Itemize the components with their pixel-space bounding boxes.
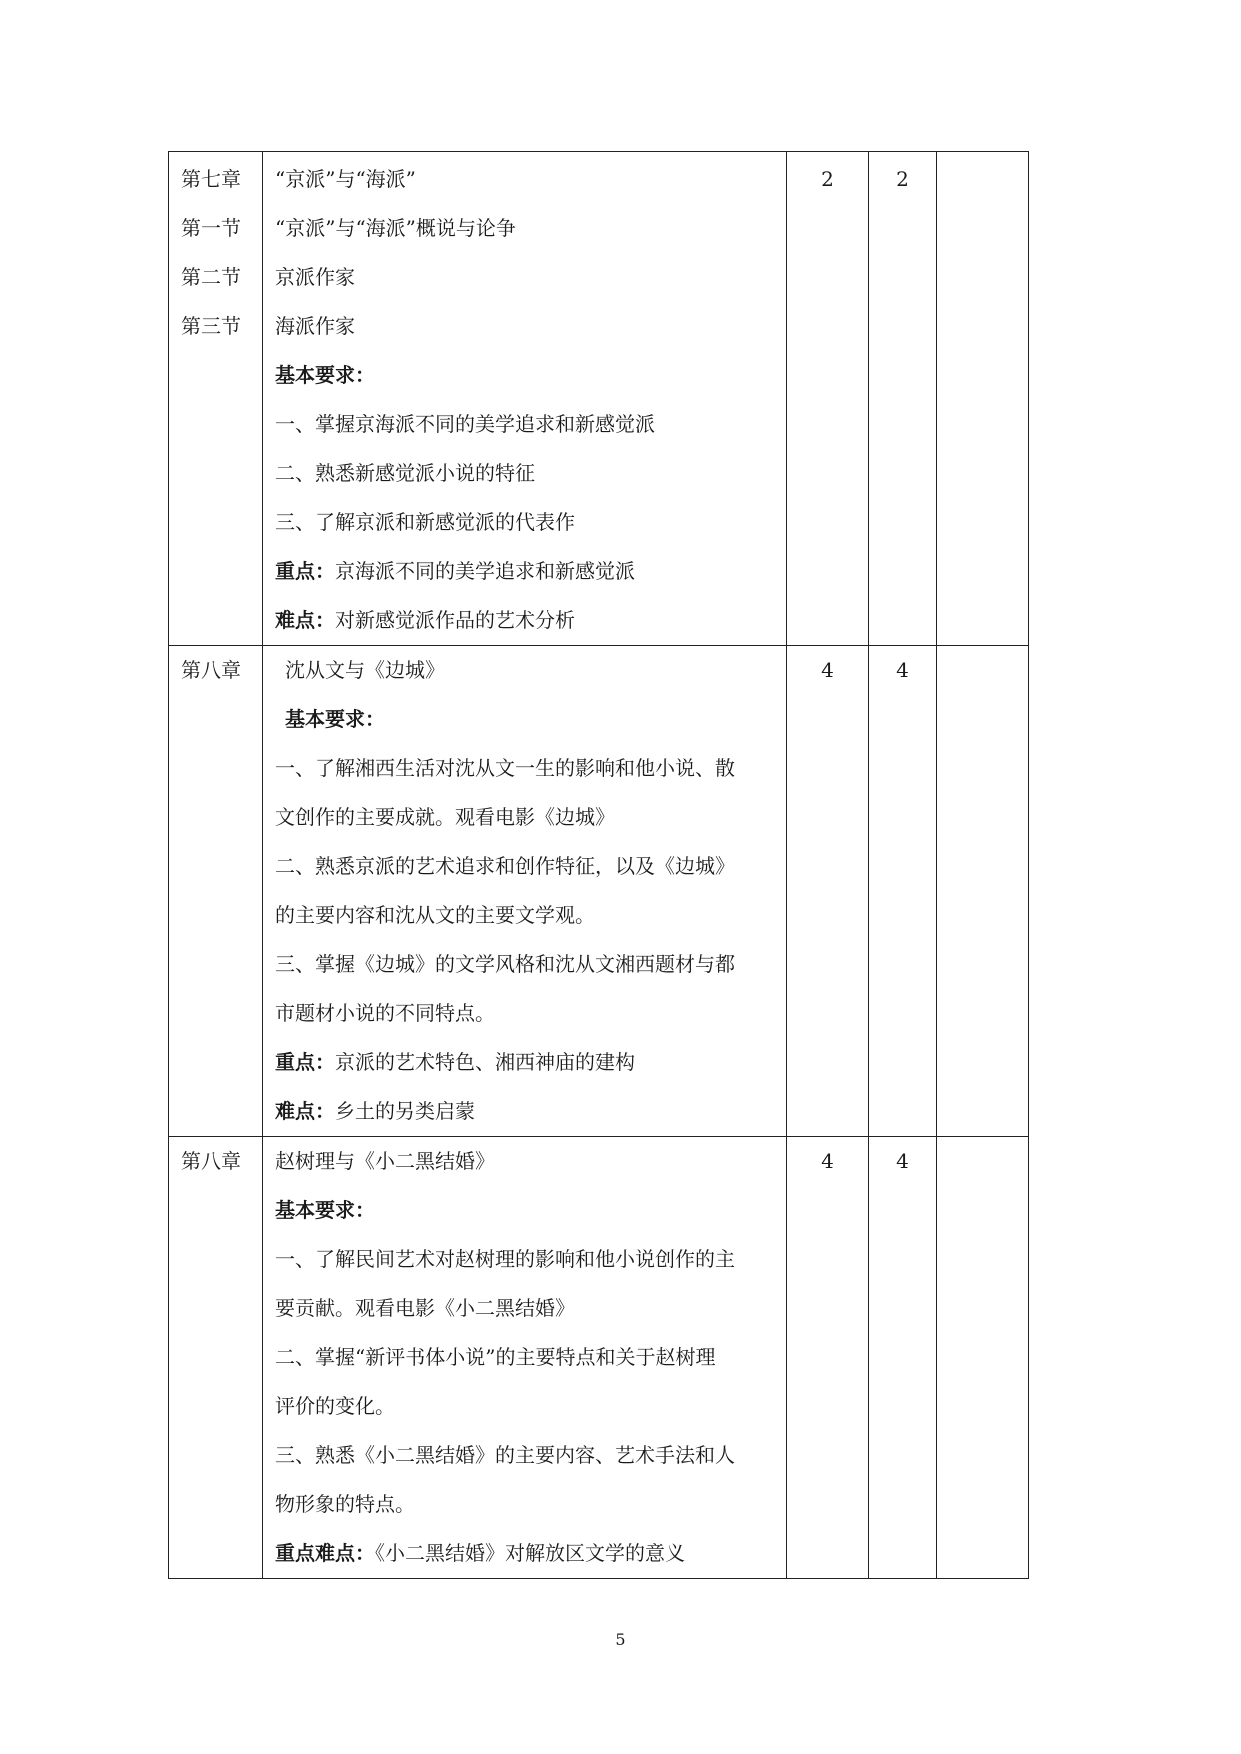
chapter-label: 第八章	[181, 1149, 241, 1173]
content-cell	[263, 1137, 787, 1579]
chapter-label: 第八章	[181, 658, 241, 682]
chapter-cell	[169, 646, 263, 1137]
page-number: 5	[615, 1630, 626, 1649]
requirement-item: 三、熟悉《小二黑结婚》的主要内容、艺术手法和人	[275, 1443, 735, 1467]
requirement-item: 市题材小说的不同特点。	[275, 1001, 495, 1025]
hours-cell-1: 4	[787, 646, 869, 1137]
key-difficulty-point: 重点难点：《小二黑结婚》对解放区文学的意义	[275, 1541, 685, 1565]
requirement-item: 一、掌握京海派不同的美学追求和新感觉派	[275, 412, 655, 436]
syllabus-table	[168, 151, 1029, 1579]
requirement-item: 的主要内容和沈从文的主要文学观。	[275, 903, 595, 927]
hours-cell-2: 2	[869, 152, 937, 646]
hours-cell-1: 2	[787, 152, 869, 646]
hours-cell-2: 4	[869, 646, 937, 1137]
difficulty-point: 难点：乡土的另类启蒙	[275, 1099, 475, 1123]
key-point: 重点：京派的艺术特色、湘西神庙的建构	[275, 1050, 635, 1074]
hours-cell-2: 4	[869, 1137, 937, 1579]
note-cell	[937, 1137, 1029, 1579]
chapter-title: 沈从文与《边城》	[285, 658, 445, 682]
chapter-title: “京派”与“海派”	[275, 167, 416, 191]
note-cell	[937, 152, 1029, 646]
difficulty-point: 难点：对新感觉派作品的艺术分析	[275, 608, 575, 632]
table-row	[169, 646, 1029, 1137]
requirement-item: 二、熟悉京派的艺术追求和创作特征，以及《边城》	[275, 854, 735, 878]
table-row	[169, 152, 1029, 646]
note-cell	[937, 646, 1029, 1137]
requirement-item: 物形象的特点。	[275, 1492, 415, 1516]
key-point: 重点：京海派不同的美学追求和新感觉派	[275, 559, 635, 583]
content-cell	[263, 152, 787, 646]
requirements-heading: 基本要求：	[275, 363, 375, 387]
requirements-heading: 基本要求：	[285, 707, 385, 731]
requirement-item: 三、了解京派和新感觉派的代表作	[275, 510, 575, 534]
requirement-item: 一、了解湘西生活对沈从文一生的影响和他小说、散	[275, 756, 735, 780]
chapter-label: 第七章	[181, 167, 241, 191]
requirement-item: 一、了解民间艺术对赵树理的影响和他小说创作的主	[275, 1247, 735, 1271]
requirement-item: 文创作的主要成就。观看电影《边城》	[275, 805, 615, 829]
requirement-item: 要贡献。观看电影《小二黑结婚》	[275, 1296, 575, 1320]
section-label: 第三节	[181, 314, 241, 338]
chapter-cell	[169, 1137, 263, 1579]
section-title: 京派作家	[275, 265, 355, 289]
requirement-item: 评价的变化。	[275, 1394, 395, 1418]
section-label: 第二节	[181, 265, 241, 289]
requirement-item: 三、掌握《边城》的文学风格和沈从文湘西题材与都	[275, 952, 735, 976]
section-title: 海派作家	[275, 314, 355, 338]
section-label: 第一节	[181, 216, 241, 240]
section-title: “京派”与“海派”概说与论争	[275, 216, 516, 240]
requirements-heading: 基本要求：	[275, 1198, 375, 1222]
chapter-title: 赵树理与《小二黑结婚》	[275, 1149, 495, 1173]
content-cell	[263, 646, 787, 1137]
requirement-item: 二、熟悉新感觉派小说的特征	[275, 461, 535, 485]
chapter-cell	[169, 152, 263, 646]
requirement-item: 二、掌握“新评书体小说”的主要特点和关于赵树理	[275, 1345, 716, 1369]
hours-cell-1: 4	[787, 1137, 869, 1579]
table-row	[169, 1137, 1029, 1579]
